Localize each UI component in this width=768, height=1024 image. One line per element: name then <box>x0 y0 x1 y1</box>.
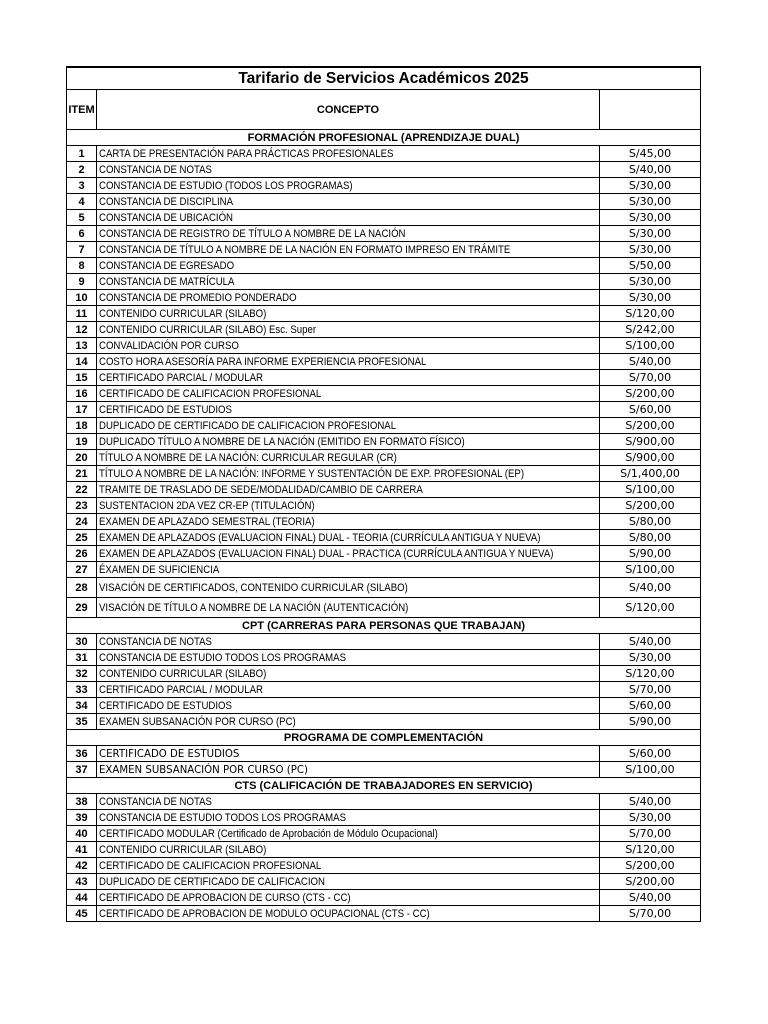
concept-cell <box>97 258 600 274</box>
table-row <box>67 258 701 274</box>
item-number: 37 <box>67 762 97 778</box>
price-cell: S/90,00 <box>600 714 701 730</box>
concept-text: EXAMEN DE APLAZADOS (EVALUACION FINAL) DUAL - PRACTICA (CURRÍCULA ANTIGUA Y NUEVA) <box>99 547 554 560</box>
table-row <box>67 194 701 210</box>
price-cell: S/40,00 <box>600 890 701 906</box>
table-row <box>67 434 701 450</box>
table-row <box>67 842 701 858</box>
table-row <box>67 306 701 322</box>
price-cell: S/1,400,00 <box>600 466 701 482</box>
concept-text: CERTIFICADO DE CALIFICACION PROFESIONAL <box>99 859 322 872</box>
section-title: FORMACIÓN PROFESIONAL (APRENDIZAJE DUAL) <box>67 130 701 146</box>
concept-cell <box>97 530 600 546</box>
concept-cell <box>97 290 600 306</box>
table-row <box>67 178 701 194</box>
table-row <box>67 354 701 370</box>
price-cell: S/60,00 <box>600 698 701 714</box>
item-number: 8 <box>67 258 97 274</box>
item-number: 26 <box>67 546 97 562</box>
item-number: 32 <box>67 666 97 682</box>
price-cell: S/50,00 <box>600 258 701 274</box>
item-number: 36 <box>67 746 97 762</box>
concept-text: CONSTANCIA DE NOTAS <box>99 163 212 176</box>
concept-cell <box>97 194 600 210</box>
price-cell: S/40,00 <box>600 162 701 178</box>
concept-text: CERTIFICADO DE APROBACION DE CURSO (CTS - CC) <box>99 891 351 904</box>
item-number: 22 <box>67 482 97 498</box>
concept-column-header: CONCEPTO <box>97 90 600 130</box>
item-number: 28 <box>67 578 97 598</box>
item-number: 29 <box>67 598 97 618</box>
concept-text: CERTIFICADO PARCIAL / MODULAR <box>99 371 263 384</box>
concept-cell <box>97 146 600 162</box>
item-number: 16 <box>67 386 97 402</box>
table-row <box>67 242 701 258</box>
price-cell: S/60,00 <box>600 746 701 762</box>
price-cell: S/120,00 <box>600 598 701 618</box>
concept-cell <box>97 746 600 762</box>
concept-text: CONSTANCIA DE NOTAS <box>99 795 212 808</box>
concept-text: TÍTULO A NOMBRE DE LA NACIÓN: INFORME Y SUSTENTACIÓN DE EXP. PROFESIONAL (EP) <box>99 467 525 480</box>
price-cell: S/100,00 <box>600 482 701 498</box>
price-cell: S/200,00 <box>600 498 701 514</box>
section-title: CPT (CARRERAS PARA PERSONAS QUE TRABAJAN) <box>67 618 701 634</box>
concept-cell <box>97 162 600 178</box>
concept-text: EXAMEN DE APLAZADO SEMESTRAL (TEORIA) <box>99 515 315 528</box>
concept-text: CONSTANCIA DE EGRESADO <box>99 259 235 272</box>
item-number: 24 <box>67 514 97 530</box>
concept-text: CERTIFICADO DE CALIFICACION PROFESIONAL <box>99 387 322 400</box>
price-cell: S/30,00 <box>600 178 701 194</box>
item-number: 1 <box>67 146 97 162</box>
item-column-header: ITEM <box>67 90 97 130</box>
concept-cell <box>97 598 600 618</box>
concept-cell <box>97 450 600 466</box>
price-cell: S/40,00 <box>600 354 701 370</box>
concept-cell <box>97 578 600 598</box>
item-number: 41 <box>67 842 97 858</box>
concept-cell <box>97 322 600 338</box>
table-row <box>67 466 701 482</box>
table-row <box>67 746 701 762</box>
concept-cell <box>97 714 600 730</box>
concept-cell <box>97 210 600 226</box>
concept-cell <box>97 466 600 482</box>
table-row <box>67 794 701 810</box>
concept-cell <box>97 810 600 826</box>
concept-text: CONSTANCIA DE TÍTULO A NOMBRE DE LA NACIÓN EN FORMATO IMPRESO EN TRÁMITE <box>99 243 511 256</box>
concept-text: EXAMEN SUBSANACIÓN POR CURSO (PC) <box>99 763 308 776</box>
item-number: 23 <box>67 498 97 514</box>
table-row <box>67 650 701 666</box>
concept-text: EXAMEN DE APLAZADOS (EVALUACION FINAL) DUAL - TEORIA (CURRÍCULA ANTIGUA Y NUEVA) <box>99 531 541 544</box>
concept-text: CONTENIDO CURRICULAR (SILABO) <box>99 843 267 856</box>
table-row <box>67 546 701 562</box>
item-number: 42 <box>67 858 97 874</box>
concept-text: CONSTANCIA DE DISCIPLINA <box>99 195 234 208</box>
price-cell: S/100,00 <box>600 338 701 354</box>
item-number: 6 <box>67 226 97 242</box>
concept-cell <box>97 546 600 562</box>
table-row <box>67 598 701 618</box>
table-row <box>67 210 701 226</box>
concept-cell <box>97 482 600 498</box>
concept-cell <box>97 418 600 434</box>
item-number: 35 <box>67 714 97 730</box>
item-number: 10 <box>67 290 97 306</box>
concept-text: DUPLICADO TÍTULO A NOMBRE DE LA NACIÓN (EMITIDO EN FORMATO FÍSICO) <box>99 435 465 448</box>
item-number: 11 <box>67 306 97 322</box>
concept-cell <box>97 794 600 810</box>
concept-text: CERTIFICADO DE ESTUDIOS <box>99 747 240 760</box>
concept-text: CONSTANCIA DE UBICACIÓN <box>99 211 234 224</box>
item-number: 44 <box>67 890 97 906</box>
table-row <box>67 682 701 698</box>
price-cell: S/30,00 <box>600 650 701 666</box>
table-row <box>67 370 701 386</box>
concept-text: EXAMEN SUBSANACIÓN POR CURSO (PC) <box>99 715 296 728</box>
concept-cell <box>97 666 600 682</box>
concept-cell <box>97 874 600 890</box>
price-cell: S/100,00 <box>600 562 701 578</box>
concept-cell <box>97 274 600 290</box>
concept-text: CONSTANCIA DE MATRÍCULA <box>99 275 235 288</box>
item-number: 21 <box>67 466 97 482</box>
table-row <box>67 402 701 418</box>
concept-cell <box>97 762 600 778</box>
price-cell: S/100,00 <box>600 762 701 778</box>
concept-cell <box>97 306 600 322</box>
section-title: PROGRAMA DE COMPLEMENTACIÓN <box>67 730 701 746</box>
price-cell: S/120,00 <box>600 666 701 682</box>
item-number: 19 <box>67 434 97 450</box>
price-cell: S/30,00 <box>600 210 701 226</box>
table-row <box>67 826 701 842</box>
title-row <box>67 67 701 90</box>
price-cell: S/80,00 <box>600 530 701 546</box>
item-number: 40 <box>67 826 97 842</box>
table-row <box>67 146 701 162</box>
price-cell: S/70,00 <box>600 826 701 842</box>
price-cell: S/60,00 <box>600 402 701 418</box>
price-cell: S/40,00 <box>600 578 701 598</box>
item-number: 3 <box>67 178 97 194</box>
concept-cell <box>97 682 600 698</box>
concept-text: CONSTANCIA DE ESTUDIO TODOS LOS PROGRAMAS <box>99 811 346 824</box>
concept-text: TRAMITE DE TRASLADO DE SEDE/MODALIDAD/CAMBIO DE CARRERA <box>99 483 423 496</box>
item-number: 18 <box>67 418 97 434</box>
price-column-header <box>600 90 701 130</box>
concept-text: CERTIFICADO MODULAR (Certificado de Aprobación de Módulo Ocupacional) <box>99 827 438 840</box>
concept-text: CERTIFICADO DE ESTUDIOS <box>99 403 232 416</box>
concept-text: CONTENIDO CURRICULAR (SILABO) <box>99 667 267 680</box>
concept-text: SUSTENTACION 2DA VEZ CR-EP (TITULACIÓN) <box>99 499 315 512</box>
table-row <box>67 906 701 922</box>
concept-text: CERTIFICADO PARCIAL / MODULAR <box>99 683 263 696</box>
concept-text: DUPLICADO DE CERTIFICADO DE CALIFICACION PROFESIONAL <box>99 419 397 432</box>
concept-cell <box>97 514 600 530</box>
section-header <box>67 130 701 146</box>
item-number: 33 <box>67 682 97 698</box>
section-header <box>67 618 701 634</box>
concept-text: TÍTULO A NOMBRE DE LA NACIÓN: CURRICULAR REGULAR (CR) <box>99 451 397 464</box>
header-row <box>67 90 701 130</box>
table-row <box>67 418 701 434</box>
item-number: 9 <box>67 274 97 290</box>
concept-text: CERTIFICADO DE APROBACION DE MODULO OCUPACIONAL (CTS - CC) <box>99 907 430 920</box>
table-row <box>67 810 701 826</box>
concept-cell <box>97 178 600 194</box>
table-row <box>67 450 701 466</box>
price-cell: S/200,00 <box>600 874 701 890</box>
item-number: 39 <box>67 810 97 826</box>
table-row <box>67 698 701 714</box>
item-number: 15 <box>67 370 97 386</box>
price-cell: S/900,00 <box>600 434 701 450</box>
price-cell: S/200,00 <box>600 418 701 434</box>
item-number: 31 <box>67 650 97 666</box>
concept-cell <box>97 562 600 578</box>
price-cell: S/40,00 <box>600 794 701 810</box>
concept-cell <box>97 698 600 714</box>
concept-text: CONTENIDO CURRICULAR (SILABO) Esc. Super <box>99 323 317 336</box>
concept-cell <box>97 890 600 906</box>
item-number: 38 <box>67 794 97 810</box>
item-number: 7 <box>67 242 97 258</box>
price-cell: S/45,00 <box>600 146 701 162</box>
concept-cell <box>97 634 600 650</box>
concept-cell <box>97 434 600 450</box>
price-cell: S/40,00 <box>600 634 701 650</box>
price-cell: S/30,00 <box>600 274 701 290</box>
price-cell: S/30,00 <box>600 810 701 826</box>
concept-text: CONSTANCIA DE ESTUDIO TODOS LOS PROGRAMAS <box>99 651 346 664</box>
item-number: 30 <box>67 634 97 650</box>
item-number: 13 <box>67 338 97 354</box>
table-row <box>67 162 701 178</box>
concept-cell <box>97 370 600 386</box>
concept-cell <box>97 858 600 874</box>
item-number: 14 <box>67 354 97 370</box>
concept-text: VISACIÓN DE CERTIFICADOS, CONTENIDO CURRICULAR (SILABO) <box>99 581 408 594</box>
concept-text: COSTO HORA ASESORÍA PARA INFORME EXPERIENCIA PROFESIONAL <box>99 355 427 368</box>
concept-cell <box>97 242 600 258</box>
concept-cell <box>97 226 600 242</box>
item-number: 45 <box>67 906 97 922</box>
concept-cell <box>97 826 600 842</box>
concept-text: DUPLICADO DE CERTIFICADO DE CALIFICACION <box>99 875 325 888</box>
concept-cell <box>97 402 600 418</box>
concept-cell <box>97 338 600 354</box>
item-number: 20 <box>67 450 97 466</box>
concept-cell <box>97 650 600 666</box>
concept-text: CONSTANCIA DE ESTUDIO (TODOS LOS PROGRAMAS) <box>99 179 353 192</box>
table-row <box>67 578 701 598</box>
item-number: 27 <box>67 562 97 578</box>
table-row <box>67 874 701 890</box>
concept-cell <box>97 386 600 402</box>
tariff-table <box>66 66 701 922</box>
price-cell: S/30,00 <box>600 194 701 210</box>
section-header <box>67 730 701 746</box>
table-row <box>67 634 701 650</box>
concept-text: CONVALIDACIÓN POR CURSO <box>99 339 239 352</box>
price-cell: S/200,00 <box>600 858 701 874</box>
table-row <box>67 530 701 546</box>
table-row <box>67 562 701 578</box>
concept-text: CERTIFICADO DE ESTUDIOS <box>99 699 232 712</box>
price-cell: S/120,00 <box>600 306 701 322</box>
table-row <box>67 338 701 354</box>
concept-text: CONSTANCIA DE NOTAS <box>99 635 212 648</box>
price-cell: S/30,00 <box>600 242 701 258</box>
table-row <box>67 890 701 906</box>
item-number: 12 <box>67 322 97 338</box>
concept-text: CONSTANCIA DE REGISTRO DE TÍTULO A NOMBRE DE LA NACIÓN <box>99 227 406 240</box>
concept-cell <box>97 354 600 370</box>
price-cell: S/30,00 <box>600 290 701 306</box>
item-number: 17 <box>67 402 97 418</box>
item-number: 43 <box>67 874 97 890</box>
item-number: 4 <box>67 194 97 210</box>
concept-text: CONSTANCIA DE PROMEDIO PONDERADO <box>99 291 297 304</box>
tariff-table-body <box>67 67 701 922</box>
price-cell: S/80,00 <box>600 514 701 530</box>
concept-text: CONTENIDO CURRICULAR (SILABO) <box>99 307 267 320</box>
item-number: 5 <box>67 210 97 226</box>
table-row <box>67 290 701 306</box>
price-cell: S/70,00 <box>600 370 701 386</box>
section-header <box>67 778 701 794</box>
item-number: 2 <box>67 162 97 178</box>
table-row <box>67 666 701 682</box>
table-row <box>67 762 701 778</box>
section-title: CTS (CALIFICACIÓN DE TRABAJADORES EN SERVICIO) <box>67 778 701 794</box>
concept-cell <box>97 498 600 514</box>
page-title: Tarifario de Servicios Académicos 2025 <box>67 67 701 90</box>
table-row <box>67 226 701 242</box>
price-cell: S/242,00 <box>600 322 701 338</box>
price-cell: S/120,00 <box>600 842 701 858</box>
table-row <box>67 322 701 338</box>
concept-text: VISACIÓN DE TÍTULO A NOMBRE DE LA NACIÓN (AUTENTICACIÓN) <box>99 601 409 614</box>
table-row <box>67 386 701 402</box>
price-cell: S/900,00 <box>600 450 701 466</box>
concept-cell <box>97 906 600 922</box>
concept-cell <box>97 842 600 858</box>
price-cell: S/90,00 <box>600 546 701 562</box>
table-row <box>67 514 701 530</box>
concept-text: ÉXAMEN DE SUFICIENCIA <box>99 563 220 576</box>
price-cell: S/70,00 <box>600 682 701 698</box>
item-number: 34 <box>67 698 97 714</box>
price-cell: S/30,00 <box>600 226 701 242</box>
table-row <box>67 858 701 874</box>
concept-text: CARTA DE PRESENTACIÓN PARA PRÁCTICAS PROFESIONALES <box>99 147 394 160</box>
table-row <box>67 714 701 730</box>
price-cell: S/70,00 <box>600 906 701 922</box>
table-row <box>67 498 701 514</box>
item-number: 25 <box>67 530 97 546</box>
table-row <box>67 482 701 498</box>
table-row <box>67 274 701 290</box>
price-cell: S/200,00 <box>600 386 701 402</box>
